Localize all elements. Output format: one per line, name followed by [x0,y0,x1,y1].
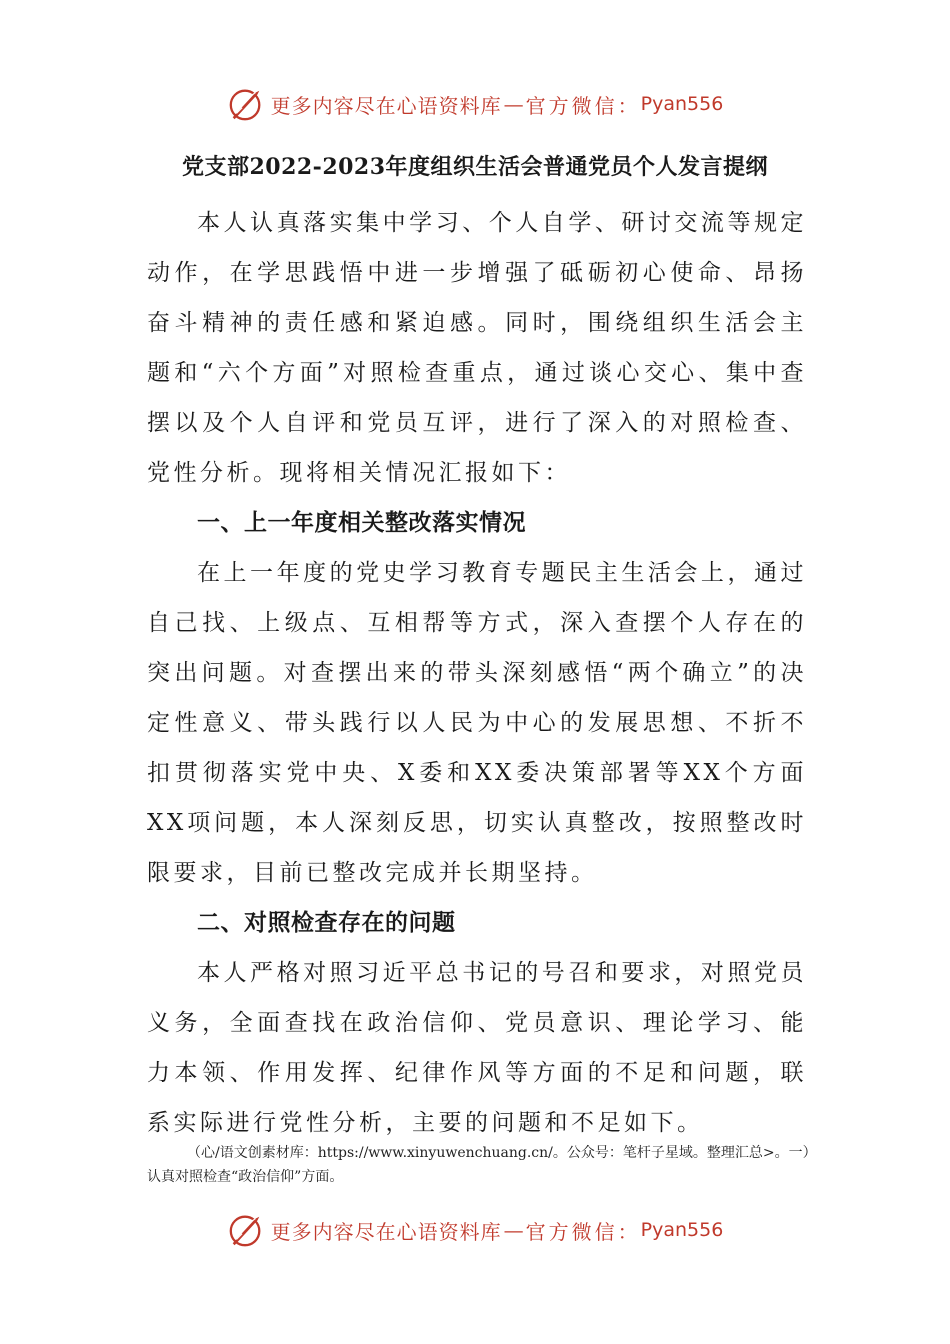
footnote-text: （心/语文创素材库：https://www.xinyuwenchuang.cn/。公众号：笔杆子星域。整理汇总>。一）认真对照检查“政治信仰”方面。 [147,1145,810,1185]
watermark-header [0,82,950,126]
watermark-site-text: 更多内容尽在心语资料库 [270,1219,502,1244]
watermark-wechat-id: Pyan556 [640,93,724,115]
quill-pen-logo-icon [227,1211,265,1249]
section-1-paragraph: 在上一年度的党史学习教育专题民主生活会上，通过自己找、上级点、互相帮等方式，深入查摆个人存在的突出问题。对查摆出来的带头深刻感悟“两个确立”的决定性意义、带头践行以人民为中心的发展思想、不折不扣贯彻落实党中央、X委和XX委决策部署等XX个方面XX项问题，本人深刻反思，切实认真整改，按照整改时限要求，目前已整改完成并长期坚持。 [147,560,807,886]
document-body [147,198,807,1148]
intro-paragraph: 本人认真落实集中学习、个人自学、研讨交流等规定动作，在学思践悟中进一步增强了砥砺初心使命、昂扬奋斗精神的责任感和紧迫感。同时，围绕组织生活会主题和“六个方面”对照检查重点，通过谈心交心、集中查摆以及个人自评和党员互评，进行了深入的对照检查、党性分析。现将相关情况汇报如下： [147,210,807,486]
watermark-wechat-label: 官方微信： [525,93,641,118]
section-heading-2: 二、对照检查存在的问题 [197,909,456,936]
watermark-wechat-id: Pyan556 [640,1219,724,1241]
quill-pen-logo-icon [227,85,265,123]
document-title: 党支部2022-2023年度组织生活会普通党员个人发言提纲 [181,154,769,180]
watermark-footer [0,1208,950,1252]
watermark-dash: — [503,1218,524,1242]
watermark-wechat-label: 官方微信： [525,1219,641,1244]
section-2-paragraph: 本人严格对照习近平总书记的号召和要求，对照党员义务，全面查找在政治信仰、党员意识、理论学习、能力本领、作用发挥、纪律作风等方面的不足和问题，联系实际进行党性分析，主要的问题和不足如下。 [147,960,807,1136]
watermark-site-text: 更多内容尽在心语资料库 [270,93,502,118]
section-heading-1: 一、上一年度相关整改落实情况 [197,509,526,536]
watermark-dash: — [503,92,524,116]
